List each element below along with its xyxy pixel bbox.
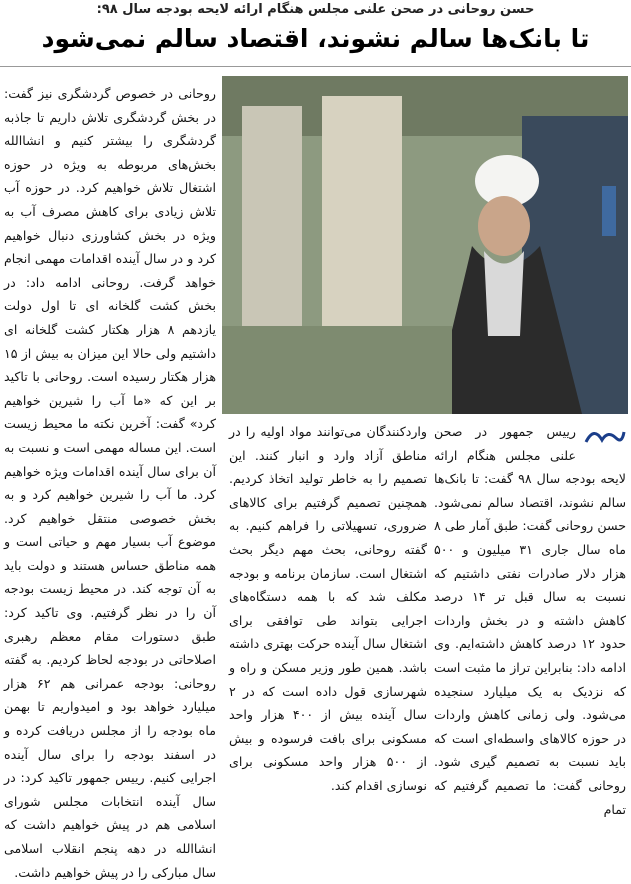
article-column-right: [434, 420, 627, 817]
byline-tag: [582, 422, 626, 452]
article-headline: تا بانک‌ها سالم نشوند، اقتصاد سالم نمی‌شود: [41, 24, 590, 53]
column-middle-text: واردکنندگان می‌توانند مواد اولیه را در مناطق آزاد وارد و انبار کنند. این تصمیم را به خاطر تولید اتخاذ کردیم. همچنین تصمیم گرفتیم برای کالاهای ضروری، تسهیلاتی را فراهم کنیم. به گفته روحانی، بحث مهم دیگر بحث اشتغال است. سازمان برنامه و بودجه مکلف شد که با همه دستگاه‌های اجرایی بتواند طی توافقی برای اشتغال سال آینده حرکت بهتری داشته باشد. همین طور وزیر مسکن و راه و شهرسازی قول داده است که در ۲ سال آینده بیش از ۴۰۰ هزار واحد مسکونی برای بافت فرسوده و بیش از ۵۰۰ هزار واحد مسکونی برای نوسازی اقدام کند.: [229, 424, 428, 793]
article-photo: [222, 76, 628, 414]
header-divider: [0, 66, 631, 67]
byline-logo-icon: [582, 422, 626, 452]
article-column-left: [4, 82, 217, 880]
article-kicker: حسن روحانی در صحن علنی مجلس هنگام ارائه لایحه بودجه سال ۹۸:: [96, 2, 535, 17]
photo-illustration: [222, 76, 628, 414]
column-right-text: رییس جمهور در صحن علنی مجلس هنگام ارائه لایحه بودجه سال ۹۸ گفت: تا بانک‌ها سالم نشوند، اقتصاد سالم نمی‌شود. حسن روحانی گفت: طبق آمار طی ۸ ماه سال جاری ۳۱ میلیون و ۵۰۰ هزار دلار صادرات نفتی داشتیم که نسبت به سال قبل تر ۱۴ درصد کاهش داشته و در بخش واردات حدود ۱۲ درصد کاهش داشته‌ایم. وی ادامه داد: بنابراین تراز ما مثبت است که نزدیک به یک میلیارد سنجیده می‌شود. ولی زمانی کاهش واردات در حوزه کالاهای واسطه‌ای است که باید نسبت به تصمیم گیری شود. روحانی گفت: ما تصمیم گرفتیم که تمام: [434, 424, 627, 817]
column-left-text: روحانی در خصوص گردشگری نیز گفت: در بخش گردشگری تلاش داریم تا جاذبه گردشگری را بیشتر کنیم و انشاالله بخش‌های مربوطه به ویژه در حوزه اشتغال تلاش خواهیم کرد. در حوزه آب تلاش زیادی برای کاهش مصرف آب به ویژه در بخش کشاورزی دنبال خواهیم کرد و در سال آینده اقدامات مهمی انجام خواهد گرفت. روحانی ادامه داد: در بخش کشت گلخانه ای تا اول دولت یازدهم ۸ هزار هکتار کشت گلخانه ای داشتیم ولی حالا این میزان به بیش از ۱۵ هزار هکتار رسیده است. روحانی با تاکید بر این که «ما آب را شیرین خواهیم کرد» گفت: آخرین نکته ما محیط زیست است. این مساله مهمی است و نسبت به آن برای سال آینده اقدامات ویژه خواهیم کرد. ما آب را شیرین خواهیم کرد و به بخش خصوصی منتقل خواهیم کرد. موضوع آب بسیار مهم و حیاتی است و همه مناطق حساس هستند و دولت باید به آن توجه کند. در محیط زیست بودجه آن را در نظر گرفتیم. وی تاکید کرد: طبق دستورات مقام معظم رهبری اصلاحاتی در بودجه لحاظ کردیم. به گفته روحانی: بودجه عمرانی هم ۶۲ هزار میلیارد خواهد بود و امیدواریم تا بهمن ماه بودجه را از مجلس دریافت کرده و در اسفند بودجه را برای سال آینده اجرایی کنیم. رییس جمهور تاکید کرد: در سال آینده انتخابات مجلس شورای اسلامی هم در پیش خواهیم داشت که انشاالله در دهه پنجم انقلاب اسلامی سال مبارکی را در پیش خواهیم داشت.: [4, 86, 217, 880]
article-column-middle: [229, 420, 428, 793]
